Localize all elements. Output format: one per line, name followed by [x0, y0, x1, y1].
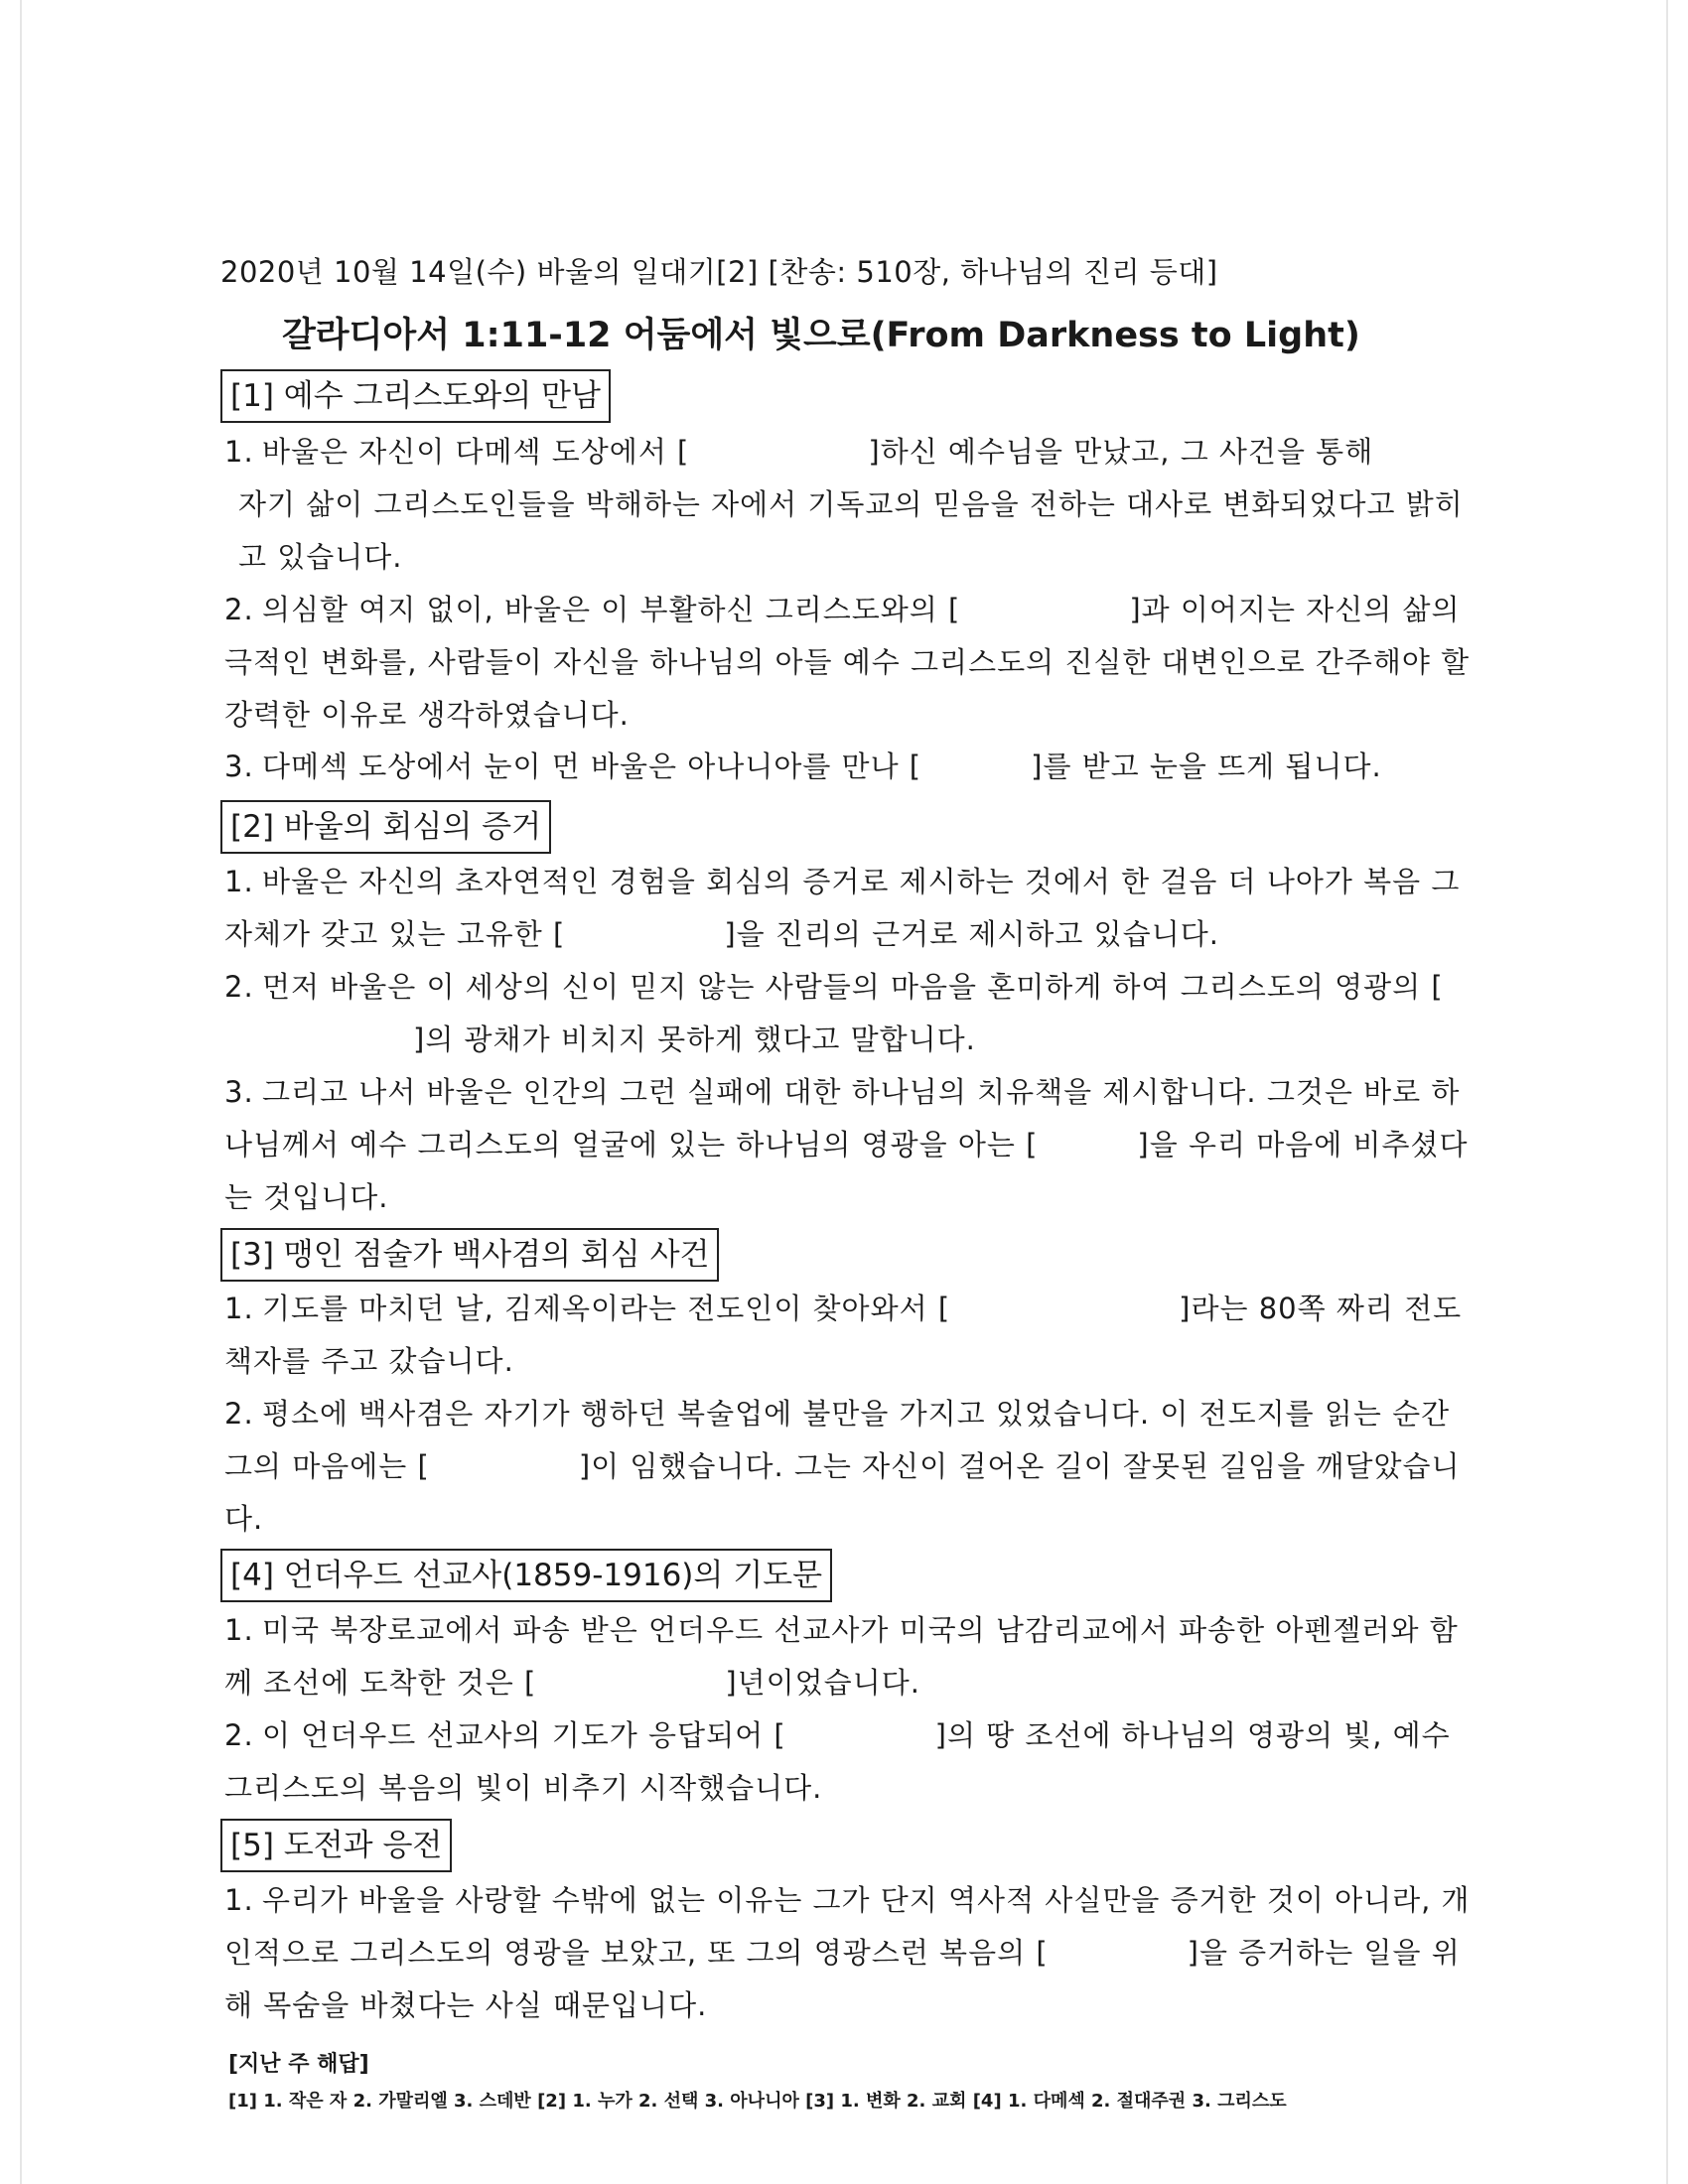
section-heading-2: [2] 바울의 회심의 증거 [220, 800, 551, 854]
item-text-before-blank: 바울은 자신이 다메섹 도상에서 [ [262, 435, 690, 469]
item-text-before-blank: 이 언더우드 선교사의 기도가 응답되어 [ [262, 1718, 786, 1752]
item-text-before-blank: 먼저 바울은 이 세상의 신이 믿지 않는 사람들의 마음을 혼미하게 하여 그리스도의 영광의 [ [262, 970, 1444, 1004]
item-number: 1. [224, 1292, 254, 1325]
item-text-after-blank: ]년이었습니다. [725, 1666, 920, 1700]
item-number: 2. [224, 970, 254, 1004]
section-1-item-1 [224, 426, 1476, 584]
section-2-item-3 [224, 1066, 1476, 1224]
section-heading-3: [3] 맹인 점술가 백사겸의 회심 사건 [220, 1228, 719, 1282]
last-week-answers-title: [지난 주 해답] [228, 2052, 369, 2077]
item-text-after-blank: ]라는 80쪽 짜리 전도책자를 주고 갔습니다. [224, 1292, 1463, 1378]
item-number: 1. [224, 865, 254, 898]
item-text-after-blank: ]과 이어지는 자신의 삶의 극적인 변화를, 사람들이 자신을 하나님의 아들 예수 그리스도의 진실한 대변인으로 간주해야 할 강력한 이유로 생각하였습니다. [224, 593, 1471, 732]
date-line: 2020년 10월 14일(수) 바울의 일대기[2] [찬송: 510장, 하나님의 진리 등대] [220, 255, 1218, 289]
item-text-before-blank: 그리고 나서 바울은 인간의 그런 실패에 대한 하나님의 치유책을 제시합니다. 그것은 바로 하나님께서 예수 그리스도의 얼굴에 있는 하나님의 영광을 아는 [ [224, 1075, 1461, 1161]
item-number: 1. [224, 435, 254, 469]
last-week-answers: [1] 1. 작은 자 2. 가말리엘 3. 스데반 [2] 1. 누가 2. 선택 3. 아나니아 [3] 1. 변화 2. 교회 [4] 1. 다메섹 2. 절대주권 3. 그리스도 [228, 2091, 1287, 2112]
item-text-after-blank: ]을 진리의 근거로 제시하고 있습니다. [724, 917, 1219, 951]
item-text-before-blank: 기도를 마치던 날, 김제옥이라는 전도인이 찾아와서 [ [262, 1292, 951, 1325]
item-text-before-blank: 의심할 여지 없이, 바울은 이 부활하신 그리스도와의 [ [262, 593, 961, 626]
item-text-before-blank: 다메섹 도상에서 눈이 먼 바울은 아나니아를 만나 [ [262, 750, 922, 783]
item-text-after-blank: ]을 증거하는 일을 위해 목숨을 바쳤다는 사실 때문입니다. [224, 1936, 1461, 2022]
item-number: 2. [224, 593, 254, 626]
section-3-item-2 [224, 1388, 1476, 1546]
section-1-item-3 [224, 741, 1476, 793]
item-number: 1. [224, 1883, 254, 1917]
section-4-item-2 [224, 1709, 1476, 1815]
item-number: 3. [224, 1075, 254, 1109]
item-text-after-blank: ]를 받고 눈을 뜨게 됩니다. [1031, 750, 1382, 783]
section-heading-5: [5] 도전과 응전 [220, 1819, 452, 1872]
item-text-before-blank: 평소에 백사겸은 자기가 행하던 복술업에 불만을 가지고 있었습니다. 이 전도지를 읽는 순간 그의 마음에는 [ [224, 1397, 1451, 1483]
section-1-item-2 [224, 584, 1476, 742]
item-text-before-blank: 미국 북장로교에서 파송 받은 언더우드 선교사가 미국의 남감리교에서 파송한 아펜젤러와 함께 조선에 도착한 것은 [ [224, 1613, 1459, 1700]
item-number: 1. [224, 1613, 254, 1647]
section-heading-1: [1] 예수 그리스도와의 만남 [220, 369, 611, 423]
item-text-before-blank: 우리가 바울을 사랑할 수밖에 없는 이유는 그가 단지 역사적 사실만을 증거한 것이 아니라, 개인적으로 그리스도의 영광을 보았고, 또 그의 영광스런 복음의 [ [224, 1883, 1471, 1970]
section-2-item-2 [224, 961, 1476, 1066]
item-text-after-blank: ]의 땅 조선에 하나님의 영광의 빛, 예수 그리스도의 복음의 빛이 비추기 시작했습니다. [224, 1718, 1451, 1805]
section-heading-4: [4] 언더우드 선교사(1859-1916)의 기도문 [220, 1549, 832, 1602]
item-number: 2. [224, 1397, 254, 1431]
item-text-after-blank: ]이 임했습니다. 그는 자신이 걸어온 길이 잘못된 길임을 깨달았습니다. [224, 1449, 1461, 1536]
page-title: 갈라디아서 1:11-12 어둠에서 빛으로(From Darkness to Light) [282, 316, 1360, 355]
section-4-item-1 [224, 1604, 1476, 1709]
item-text-continued: 자기 삶이 그리스도인들을 박해하는 자에서 기독교의 믿음을 전하는 대사로 변화되었다고 밝히고 있습니다. [238, 487, 1464, 574]
section-2-item-1 [224, 856, 1476, 961]
section-5-item-1 [224, 1874, 1476, 2032]
item-number: 2. [224, 1718, 254, 1752]
item-text-after-blank: ]하신 예수님을 만났고, 그 사건을 통해 [868, 435, 1374, 469]
item-text-after-blank: ]을 우리 마음에 비추셨다는 것입니다. [224, 1128, 1469, 1214]
section-3-item-1 [224, 1283, 1476, 1388]
item-number: 3. [224, 750, 254, 783]
item-text-before-blank: 바울은 자신의 초자연적인 경험을 회심의 증거로 제시하는 것에서 한 걸음 더 나아가 복음 그 자체가 갖고 있는 고유한 [ [224, 865, 1461, 951]
item-text-after-blank: ]의 광채가 비치지 못하게 했다고 말합니다. [413, 1023, 976, 1056]
